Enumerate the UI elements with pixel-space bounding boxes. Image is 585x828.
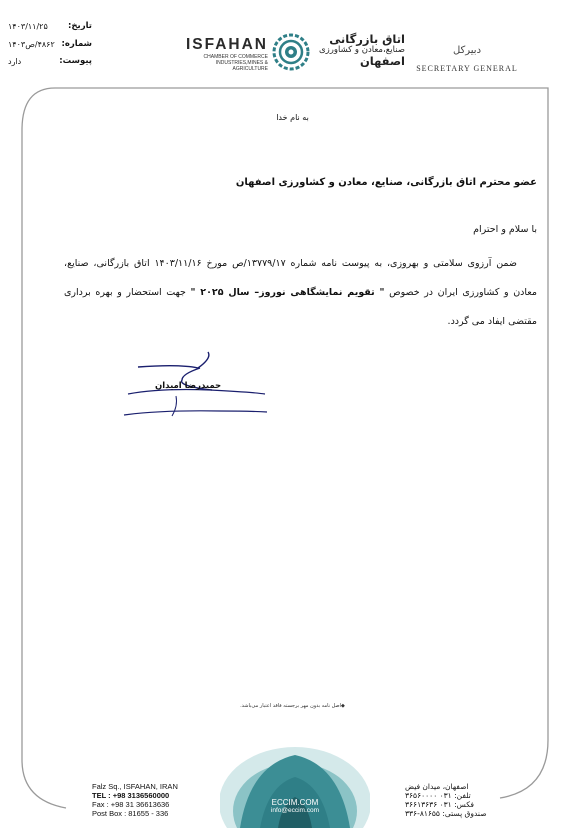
contact-english <box>92 782 178 818</box>
secretary-general-title <box>407 45 527 73</box>
footer-web <box>260 798 330 814</box>
letter-paragraph <box>64 249 537 336</box>
paragraph-text-2: جهت استحضار و بهره برداری مقتضی ایفاد می گردد. <box>64 287 537 327</box>
attachment-label: پیوست: <box>59 56 92 66</box>
contact-persian <box>405 782 505 818</box>
logo-fa-line3: اصفهان <box>359 54 405 68</box>
attachment-value: دارد <box>8 57 22 66</box>
signature-name: حمیدرضا امیدان <box>155 381 222 391</box>
greeting: با سلام و احترام <box>473 224 537 235</box>
logo-persian <box>315 34 405 67</box>
chamber-emblem-icon <box>271 32 311 72</box>
logo-fa-line1: اتاق بازرگانی <box>329 32 405 46</box>
number-label: شماره: <box>61 38 92 49</box>
secretary-fa: دبیرکل <box>452 45 482 56</box>
letter-meta <box>8 18 92 71</box>
address-fa: اصفهان، میدان فیض <box>405 782 469 791</box>
email-link[interactable]: info@eccim.com <box>270 807 320 814</box>
address-en: Falz Sq., ISFAHAN, IRAN <box>92 782 178 791</box>
date-label: تاریخ: <box>68 21 92 31</box>
paragraph-subject: " تقویم نمایشگاهی نوروز– سال ۲۰۲۵ " <box>190 287 385 298</box>
fax-fa: فکس: ۰۳۱ ۳۶۶۱۳۶۳۶ <box>405 800 474 809</box>
logo-en-line2: INDUSTRIES,MINES & AGRICULTURE <box>215 60 268 72</box>
logo-en-name: ISFAHAN <box>185 36 268 53</box>
logo-english <box>184 36 268 72</box>
secretary-en: SECRETARY GENERAL <box>416 64 518 73</box>
fax-en: Fax : +98 31 36613636 <box>92 800 170 809</box>
validity-footnote: ◆اصل نامه بدون مهر برجسته فاقد اعتبار می‌باشد. <box>240 703 345 709</box>
logo-fa-line2: صنایع،معادن و کشاورزی <box>319 45 405 55</box>
tel-en: TEL : +98 3136560000 <box>92 791 170 800</box>
tel-fa: تلفن: ۰۳۱ ۳۶۵۶۰۰۰۰ <box>405 791 471 800</box>
opening-line: به نام خدا <box>276 113 309 122</box>
number-value: ۴۸۶۲/ص۱۴۰۳ <box>8 39 55 49</box>
pobox-fa: صندوق پستی: ۸۱۶۵۵-۳۳۶ <box>405 809 487 818</box>
chamber-logo <box>184 28 404 74</box>
addressee: عضو محترم اتاق بازرگانی، صنایع، معادن و کشاورزی اصفهان <box>235 177 537 188</box>
pobox-en: Post Box : 81655 - 336 <box>92 809 169 818</box>
website-link[interactable]: ECCIM.COM <box>271 798 319 807</box>
date-value: ۱۴۰۳/۱۱/۲۵ <box>8 22 48 31</box>
logo-en-line1: CHAMBER OF COMMERCE <box>203 54 268 60</box>
paragraph-text-1: ضمن آرزوی سلامتی و بهروزی، به پیوست نامه شماره ۱۳۷۷۹/۱۷/ص مورخ ۱۴۰۳/۱۱/۱۶ اتاق بازرگانی، صنایع، معادن و کشاورزی ایران در خصوص <box>64 258 537 298</box>
